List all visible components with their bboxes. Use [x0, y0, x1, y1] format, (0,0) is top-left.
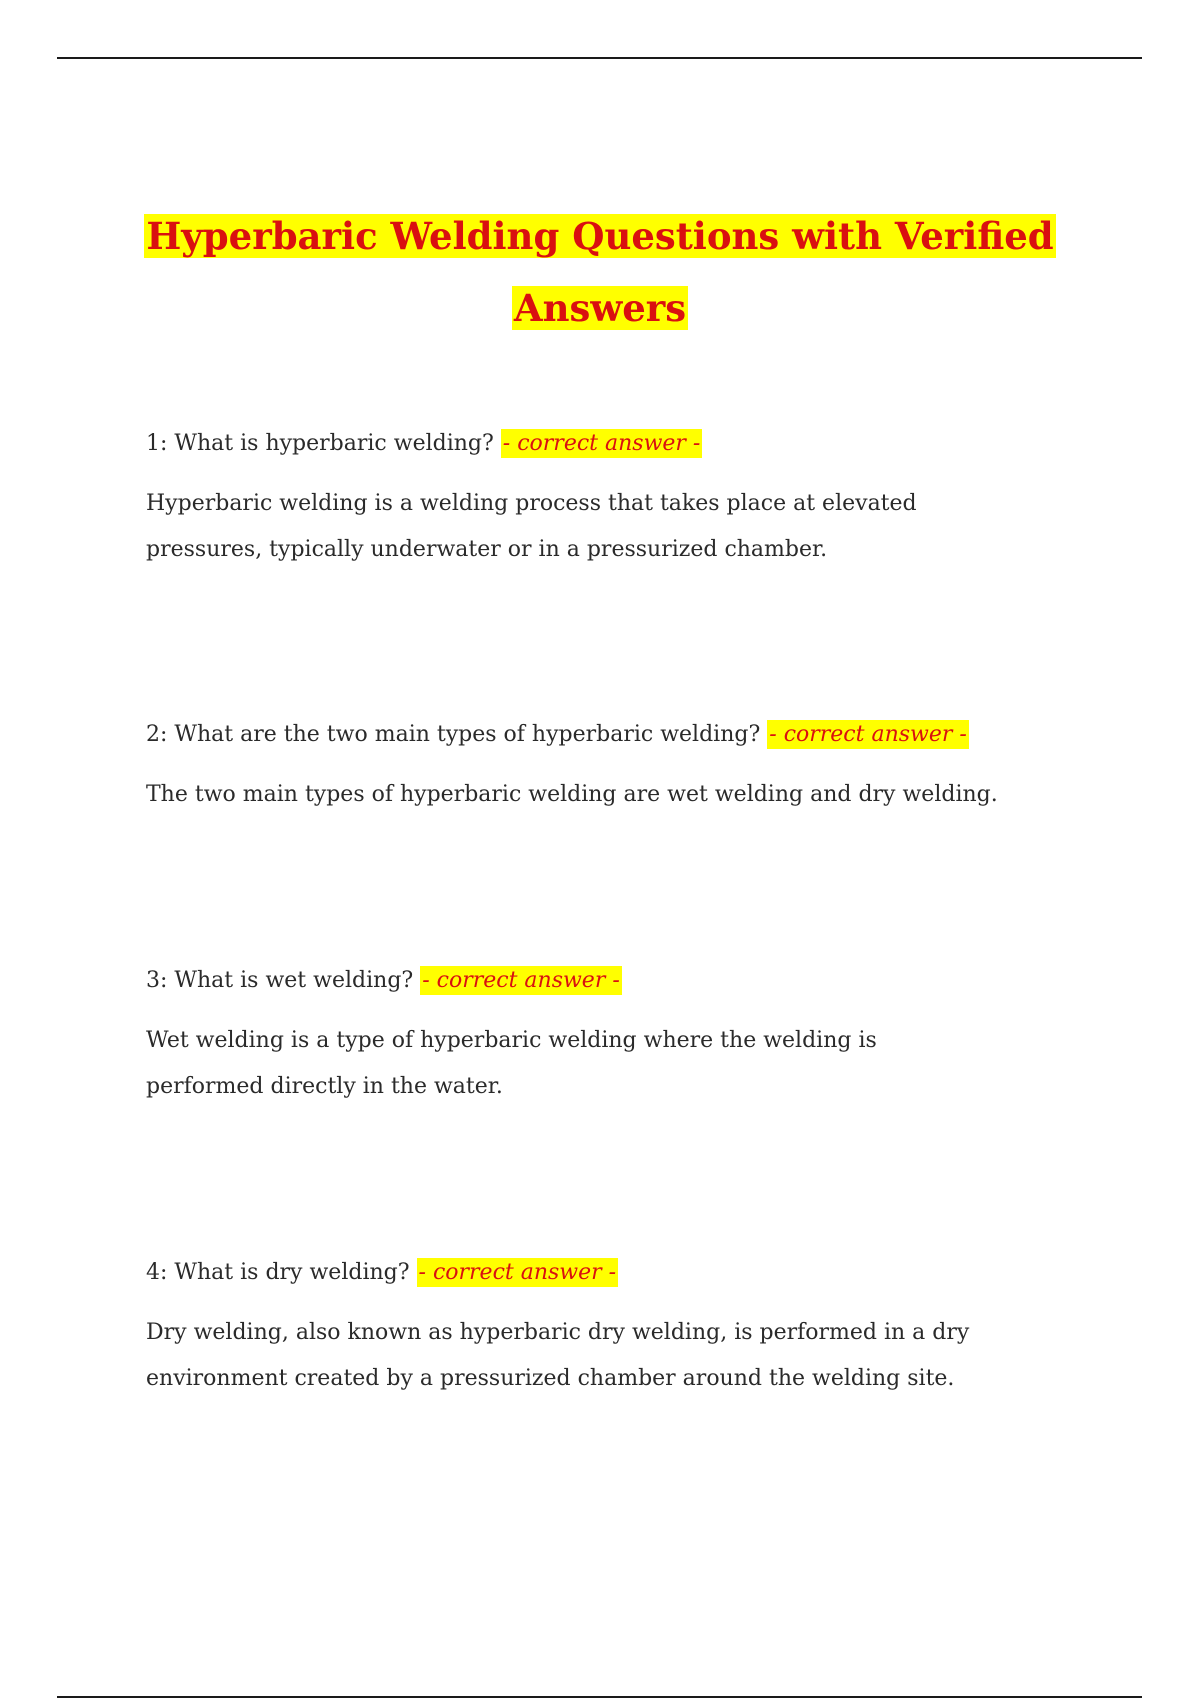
question-3-text: 3: What is wet welding? [146, 968, 414, 993]
question-3 [146, 964, 1096, 998]
answer-4: Dry welding, also known as hyperbaric dry welding, is performed in a dry environment created by a pressurized chamber around the welding site. [146, 1320, 970, 1391]
qa-item-4 [146, 1256, 1096, 1402]
answer-2: The two main types of hyperbaric welding are wet welding and dry welding. [146, 782, 998, 807]
correct-answer-tag-1: - correct answer - [502, 431, 701, 456]
question-2 [146, 718, 1096, 752]
title-line-1: Hyperbaric Welding Questions with Verified [146, 214, 1054, 258]
document-title [100, 200, 1100, 344]
question-4-text: 4: What is dry welding? [146, 1260, 410, 1285]
question-4 [146, 1256, 1096, 1290]
title-line-2: Answers [513, 286, 687, 330]
answer-3: Wet welding is a type of hyperbaric welding where the welding is performed directly in the water. [146, 1028, 877, 1099]
question-1-text: 1: What is hyperbaric welding? [146, 431, 494, 456]
top-rule [57, 57, 1142, 59]
question-2-text: 2: What are the two main types of hyperbaric welding? [146, 722, 761, 747]
question-1 [146, 427, 1096, 461]
correct-answer-tag-4: - correct answer - [418, 1260, 617, 1285]
qa-item-3 [146, 964, 1096, 1110]
correct-answer-tag-3: - correct answer - [422, 968, 620, 993]
answer-1: Hyperbaric welding is a welding process that takes place at elevated pressures, typically underwater or in a pressurized chamber. [146, 491, 917, 562]
bottom-rule [57, 1696, 1142, 1698]
qa-item-2 [146, 718, 1096, 818]
qa-item-1 [146, 427, 1096, 573]
correct-answer-tag-2: - correct answer - [769, 722, 967, 747]
